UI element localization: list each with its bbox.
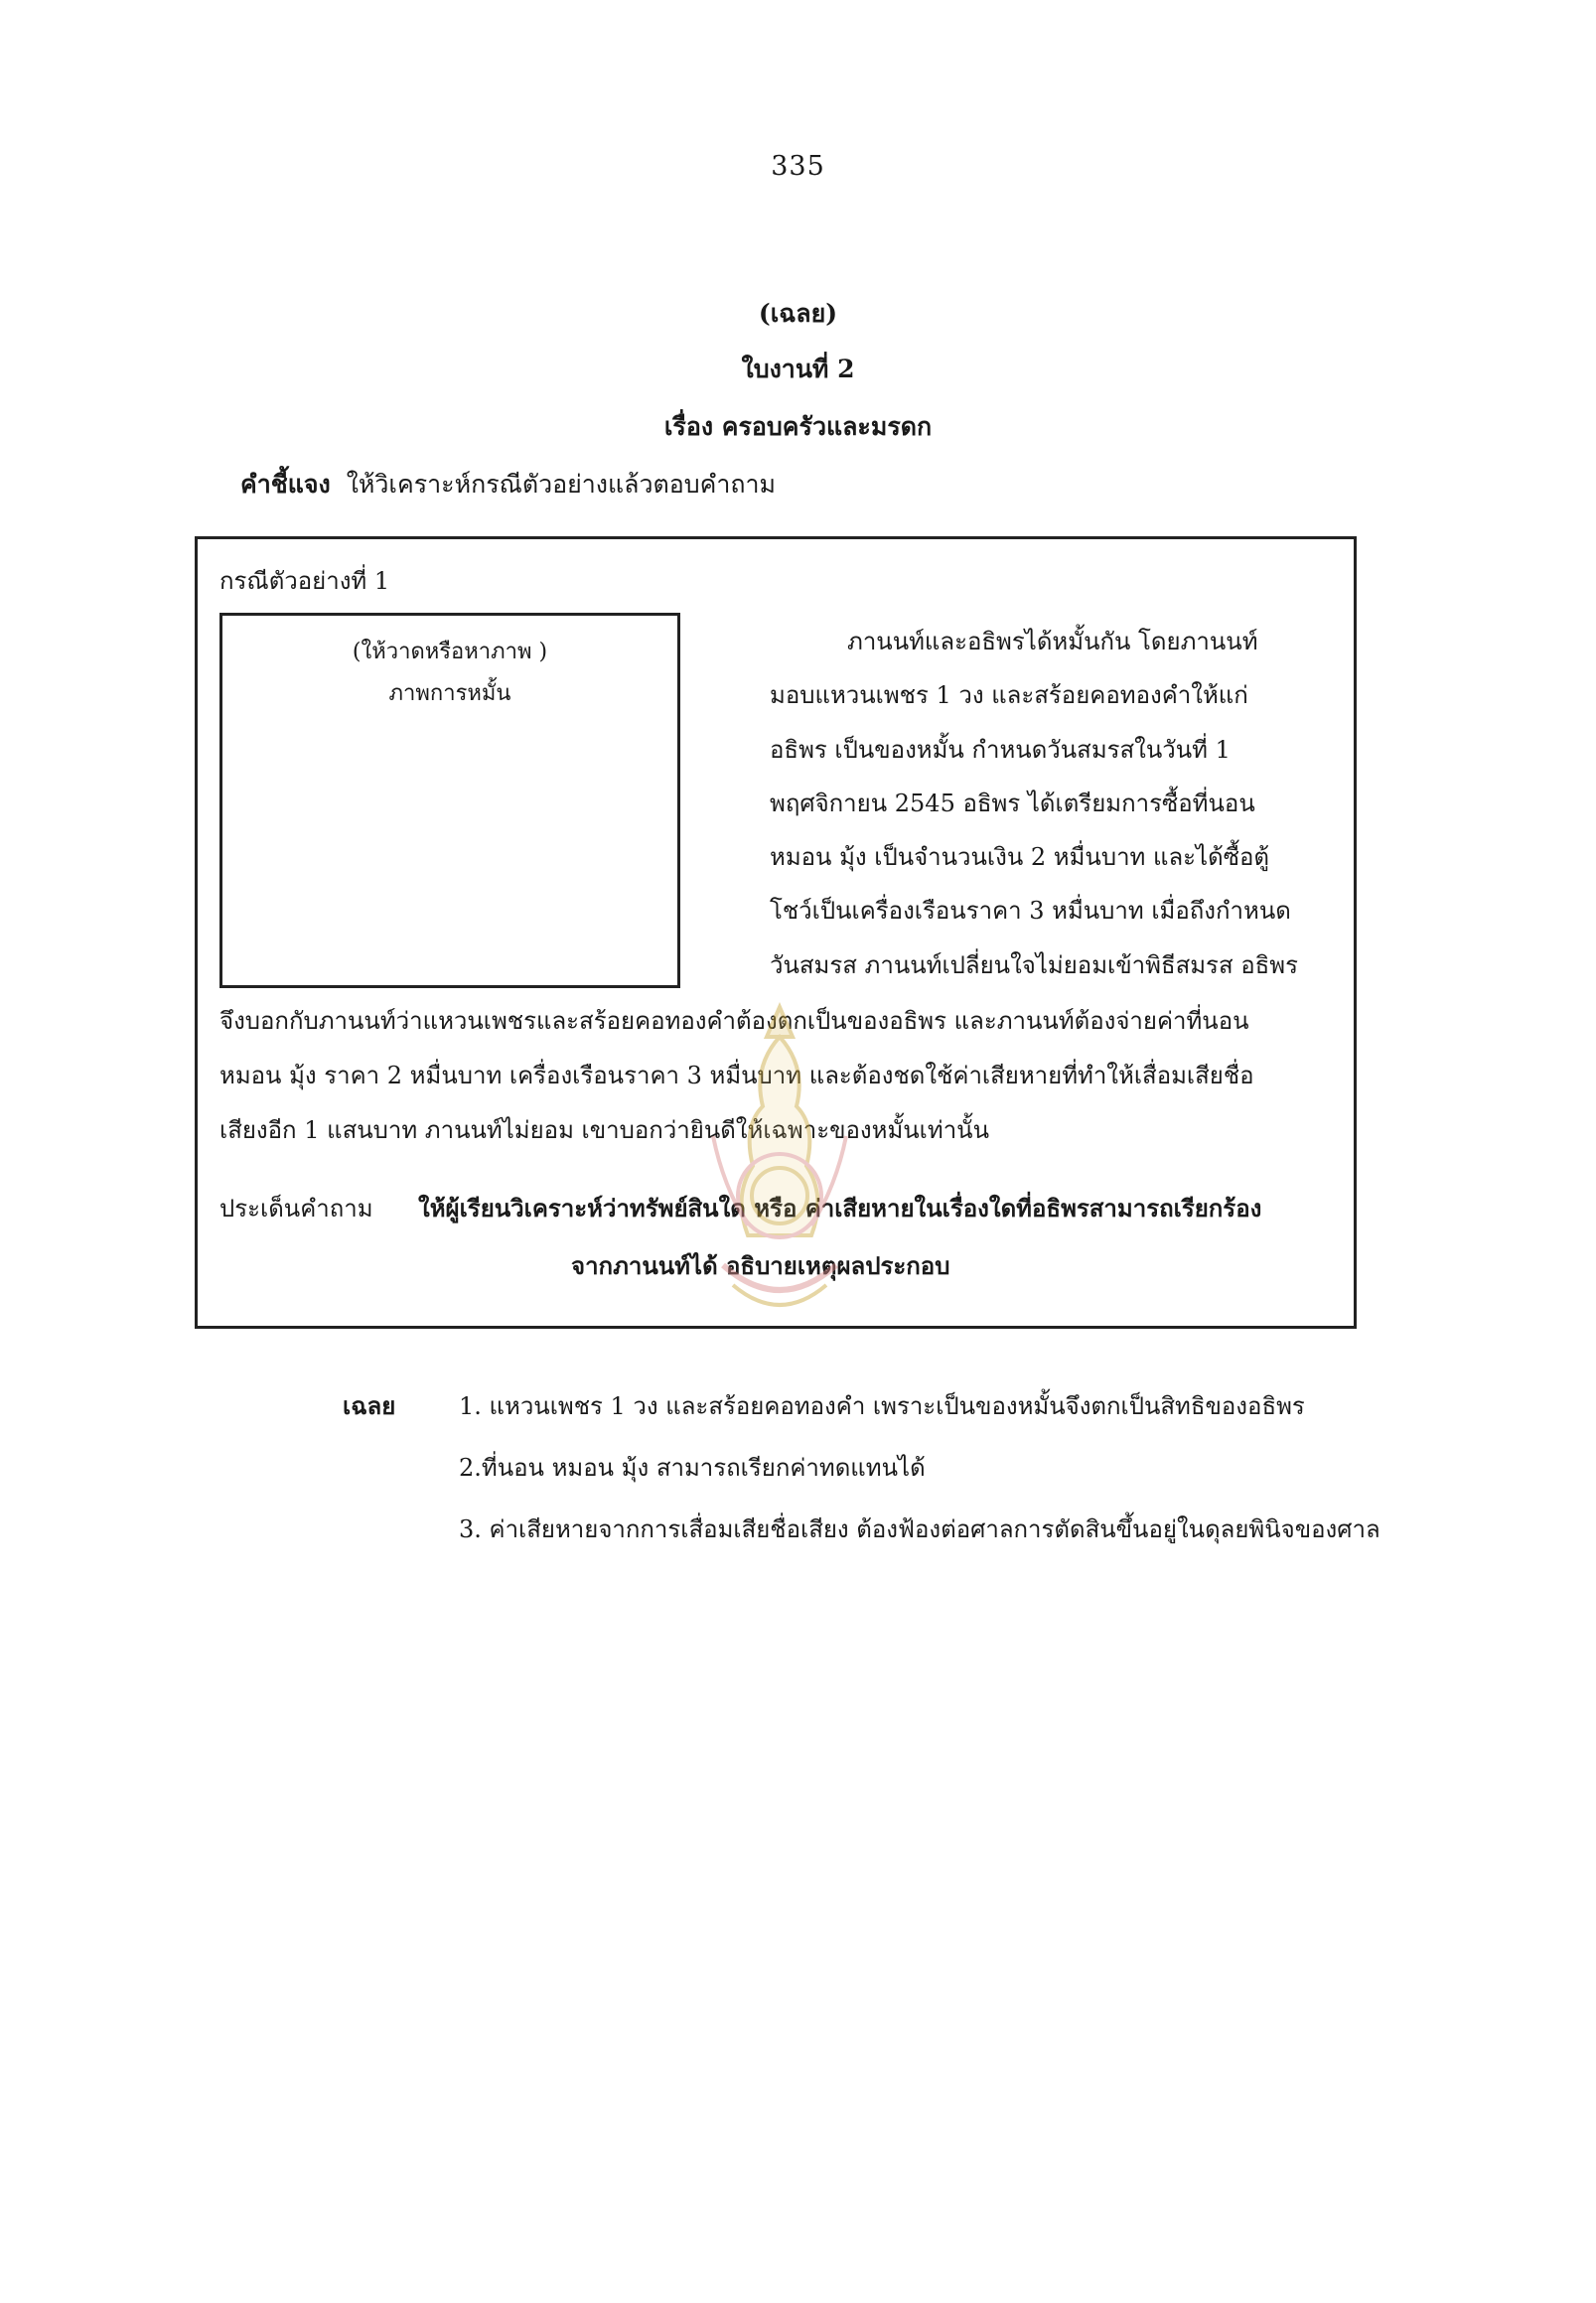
narrative-line: มอบแหวนเพชร 1 วง และสร้อยคอทองคำให้แก่ [770, 681, 1248, 710]
instruction [240, 465, 776, 504]
image-placeholder-instruction: (ให้วาดหรือหาภาพ ) [352, 640, 548, 664]
narrative-line: พฤศจิกายน 2545 อธิพร ได้เตรียมการซื้อที่นอน [770, 789, 1255, 817]
instruction-text: ให้วิเคราะห์กรณีตัวอย่างแล้วตอบคำถาม [346, 470, 777, 499]
narrative-line: หมอน มุ้ง ราคา 2 หมื่นบาท เครื่องเรือนราคา 3 หมื่นบาท และต้องชดใช้ค่าเสียหายที่ทำให้เสื่อมเสียชื่อ [219, 1062, 1254, 1089]
narrative-line: วันสมรส ภานนท์เปลี่ยนใจไม่ยอมเข้าพิธีสมรส อธิพร [770, 950, 1298, 979]
question-label: ประเด็นคำถาม [219, 1195, 373, 1223]
instruction-label: คำชี้แจง [240, 470, 331, 499]
answer-label: เฉลย [343, 1391, 396, 1420]
answer-tag: (เฉลย) [758, 299, 838, 328]
answer-item: 2.ที่นอน หมอน มุ้ง สามารถเรียกค่าทดแทนได้ [459, 1454, 926, 1482]
page-number: 335 [771, 151, 825, 182]
topic-title: เรื่อง ครอบครัวและมรดก [663, 412, 933, 441]
narrative-line: โชว์เป็นเครื่องเรือนราคา 3 หมื่นบาท เมื่อถึงกำหนด [770, 897, 1291, 926]
worksheet-title: ใบงานที่ 2 [741, 355, 855, 383]
narrative-line: จึงบอกกับภานนท์ว่าแหวนเพชรและสร้อยคอทองคำต้องตกเป็นของอธิพร และภานนท์ต้องจ่ายค่าที่นอน [219, 1007, 1249, 1035]
narrative-line: อธิพร เป็นของหมั้น กำหนดวันสมรสในวันที่ 1 [770, 735, 1231, 764]
narrative-line: เสียงอีก 1 แสนบาท ภานนท์ไม่ยอม เขาบอกว่ายินดีให้เฉพาะของหมั้นเท่านั้น [219, 1116, 989, 1144]
image-placeholder-caption: ภาพการหมั้น [388, 681, 511, 706]
case-title: กรณีตัวอย่างที่ 1 [219, 567, 390, 595]
question-text: ให้ผู้เรียนวิเคราะห์ว่าทรัพย์สินใด หรือ ค่าเสียหายในเรื่องใดที่อธิพรสามารถเรียกร้อง [418, 1194, 1262, 1223]
case-narrative-side [770, 615, 1338, 992]
narrative-line: หมอน มุ้ง เป็นจำนวนเงิน 2 หมื่นบาท และได้ซื้อตู้ [770, 843, 1270, 872]
question-text-continued: จากภานนท์ได้ อธิบายเหตุผลประกอบ [571, 1251, 950, 1280]
school-emblem-watermark [693, 997, 866, 1337]
image-placeholder-frame [219, 613, 680, 988]
answer-item: 3. ค่าเสียหายจากการเสื่อมเสียชื่อเสียง ต้องฟ้องต่อศาลการตัดสินขึ้นอยู่ในดุลยพินิจของศาล [459, 1515, 1380, 1543]
narrative-line: ภานนท์และอธิพรได้หมั้นกัน โดยภานนท์ [847, 628, 1258, 655]
answer-item: 1. แหวนเพชร 1 วง และสร้อยคอทองคำ เพราะเป็นของหมั้นจึงตกเป็นสิทธิของอธิพร [459, 1392, 1305, 1420]
